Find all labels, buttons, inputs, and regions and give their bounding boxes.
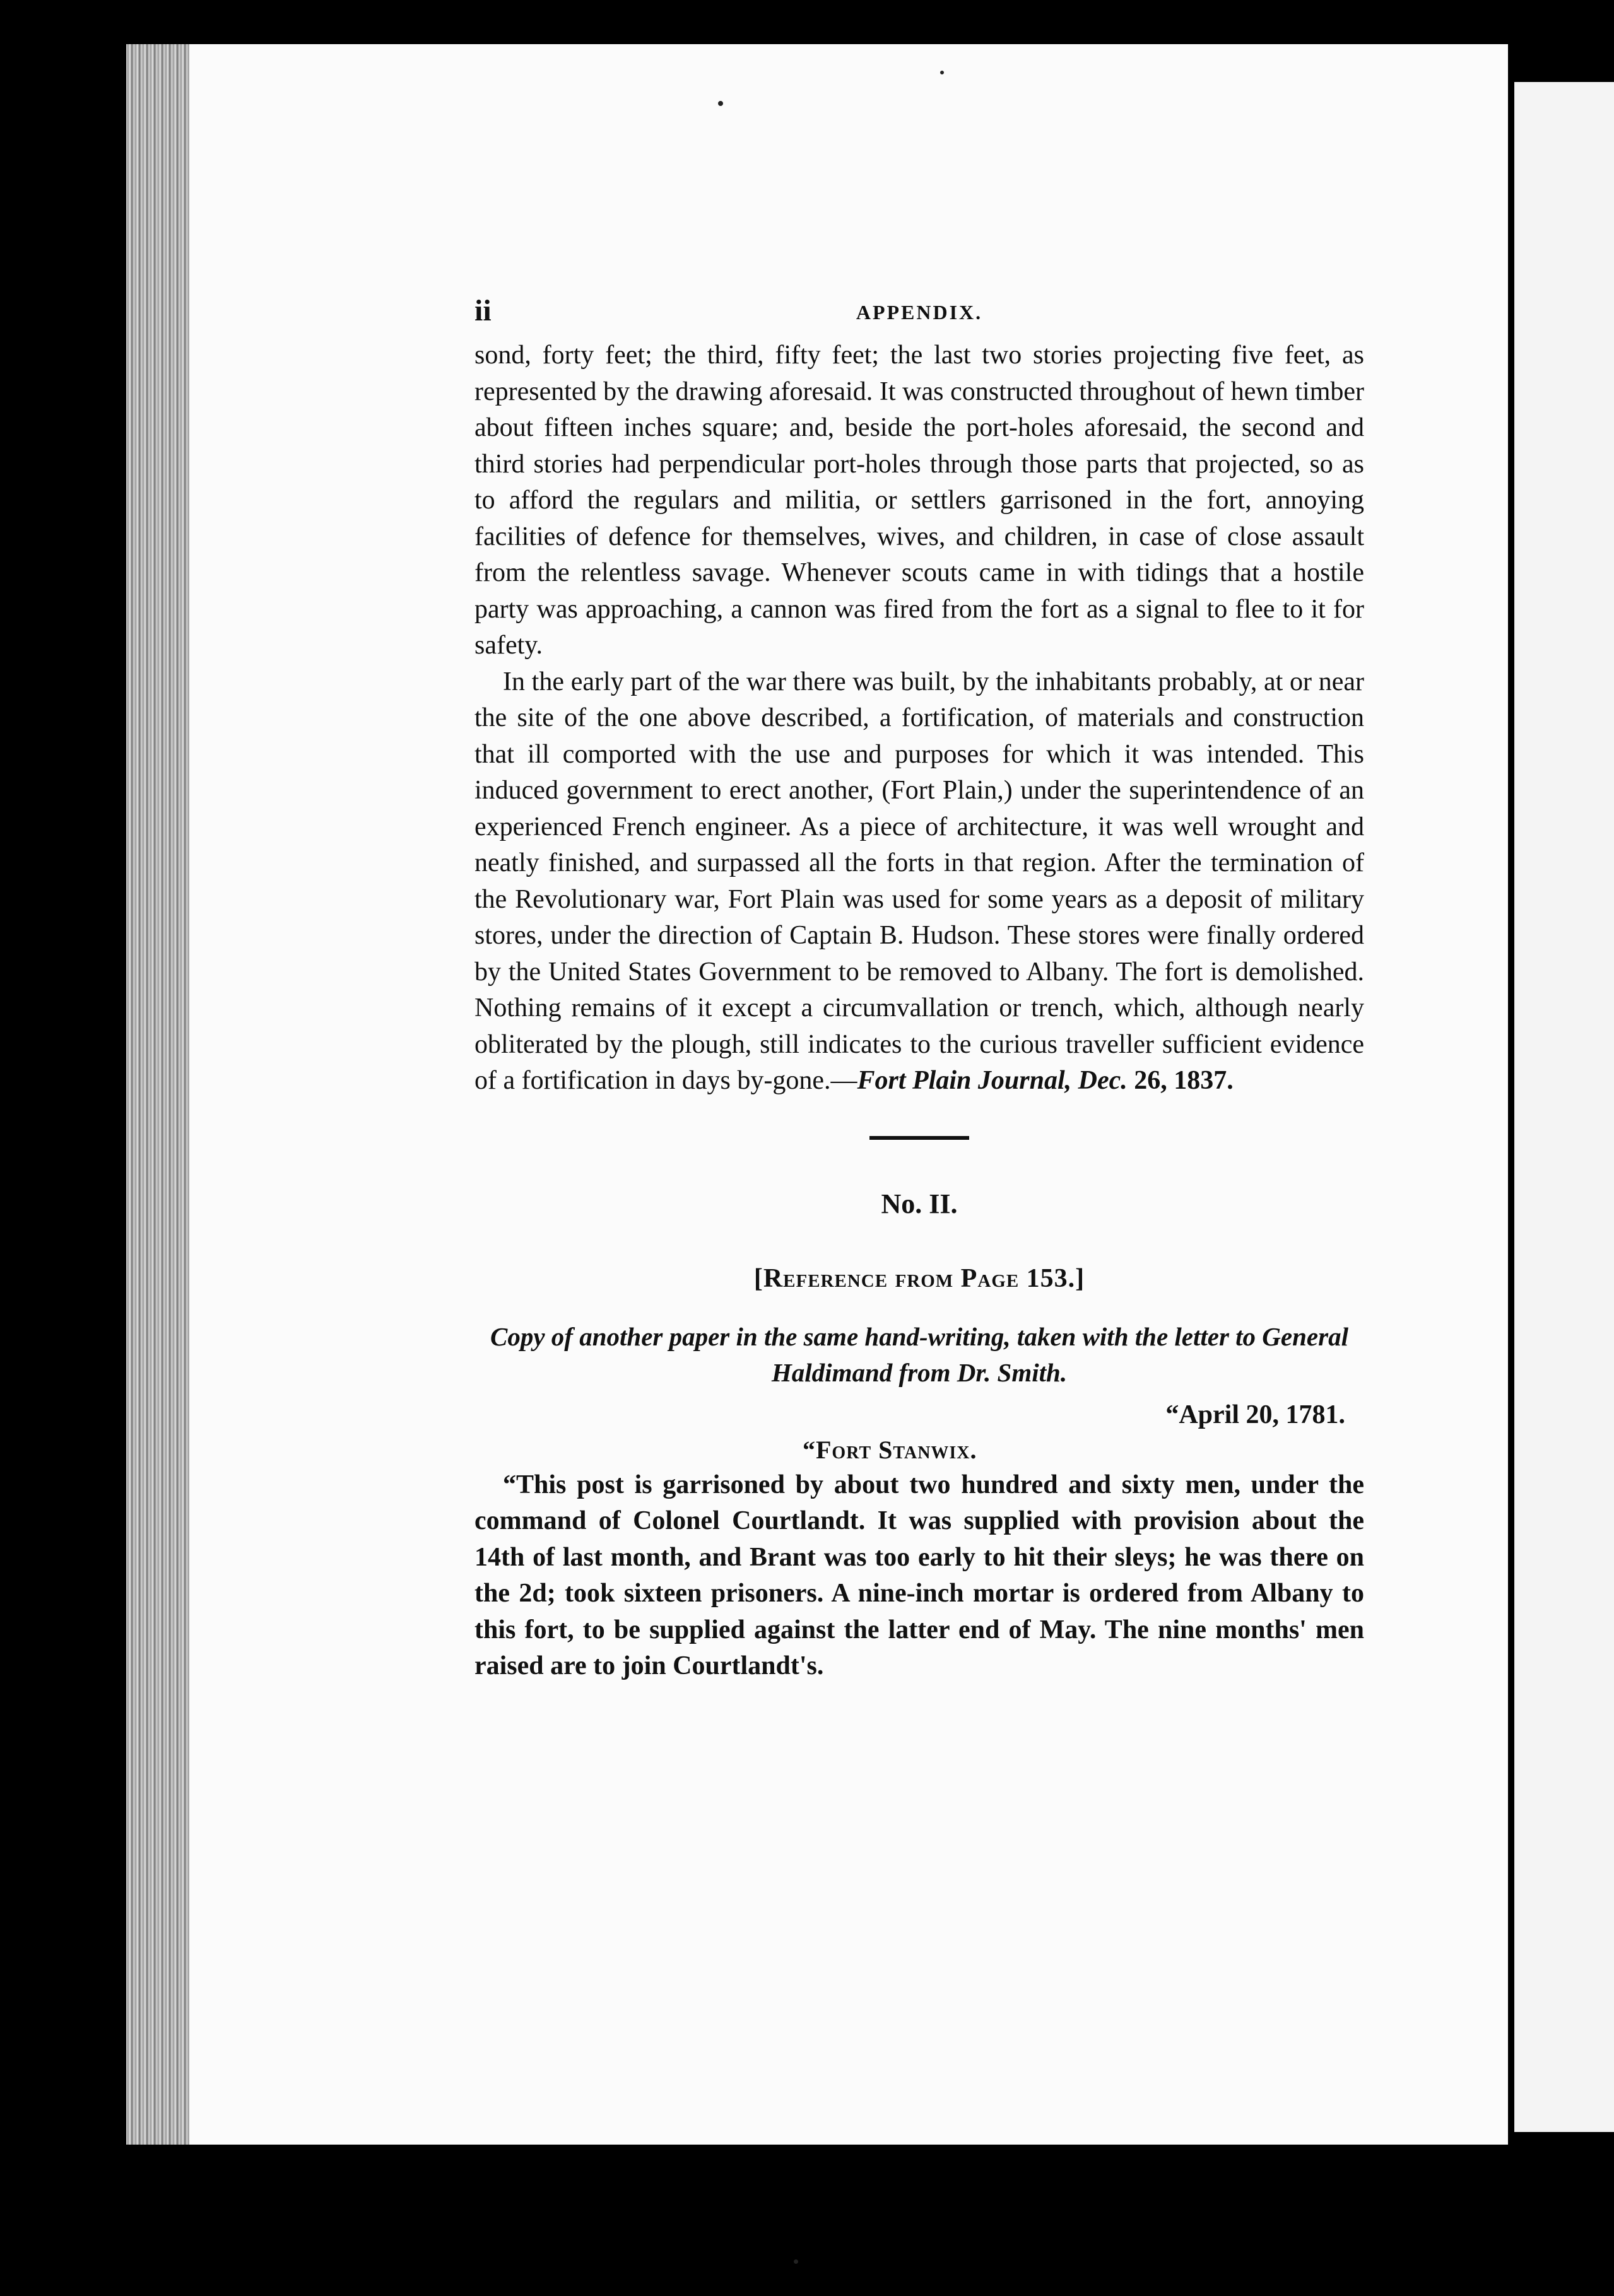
book-page-edges — [126, 44, 196, 2145]
paragraph-1: sond, forty feet; the third, fifty feet; the last two stories projecting five feet, as represented by the drawing aforesaid. It was constructed throughout of hewn timber about fifteen inches square; and, beside the port-holes aforesaid, the second and third stories had perpendicular port-holes through those parts that projected, so as to afford the regulars and militia, or settlers garrisoned in the fort, annoying facilities of defence for themselves, wives, and children, in case of close assault from the relentless savage. Whenever scouts came in with tidings that a hostile party was approaching, a cannon was fired from the fort as a signal to flee to it for safety. — [474, 341, 1364, 660]
dust-speck — [940, 71, 944, 74]
citation-date: 26, 1837. — [1134, 1066, 1234, 1095]
page-number: ii — [474, 294, 492, 327]
running-head — [474, 287, 1364, 337]
section-divider — [869, 1136, 969, 1140]
dust-speck — [718, 101, 723, 106]
section-number: No. II. — [881, 1188, 958, 1219]
gutter-shadow — [1508, 76, 1513, 2138]
facing-page — [1514, 82, 1614, 2132]
paragraph-2-text: In the early part of the war there was built, by the inhabitants probably, at or near the site of the one above described, a fortification, of materials and construction that ill comported with the use and purposes for which it was intended. This induced government to erect another, (Fort Plain,) under the superintendence of an experienced French engineer. As a piece of architecture, it was well wrought and neatly finished, and surpassed all the forts in that region. After the termination of the Revolutionary war, Fort Plain was used for some years as a deposit of military stores, under the direction of Captain B. Hudson. These stores were finally ordered by the United States Government to be removed to Albany. The fort is demolished. Nothing remains of it except a circumvallation or trench, which, although nearly obliterated by the plough, still indicates to the curious traveller sufficient evidence of a fortification in days by-gone.— — [474, 667, 1364, 1095]
page-text — [474, 287, 1364, 1685]
letter-date: “April 20, 1781. — [1165, 1400, 1345, 1429]
letter-body: “This post is garrisoned by about two hundred and sixty men, under the command of Colonel Courtlandt. It was supplied with provision about the 14th of last month, and Brant was too early to hit their sleys; he was there on the 2d; took sixteen prisoners. A nine-inch mortar is ordered from Albany to this fort, to be supplied against the latter end of May. The nine months' men raised are to join Courtlandt's. — [474, 1470, 1364, 1680]
paragraph-2 — [474, 664, 1364, 1099]
letter-place: “Fort Stanwix. — [803, 1435, 977, 1464]
dust-speck — [794, 2259, 798, 2264]
document-caption: Copy of another paper in the same hand-writing, taken with the letter to General Haldimand from Dr. Smith. — [490, 1321, 1348, 1387]
section-reference: [Reference from Page 153.] — [753, 1263, 1085, 1293]
citation: Fort Plain Journal, Dec. — [857, 1066, 1128, 1095]
running-title: APPENDIX. — [856, 301, 983, 324]
